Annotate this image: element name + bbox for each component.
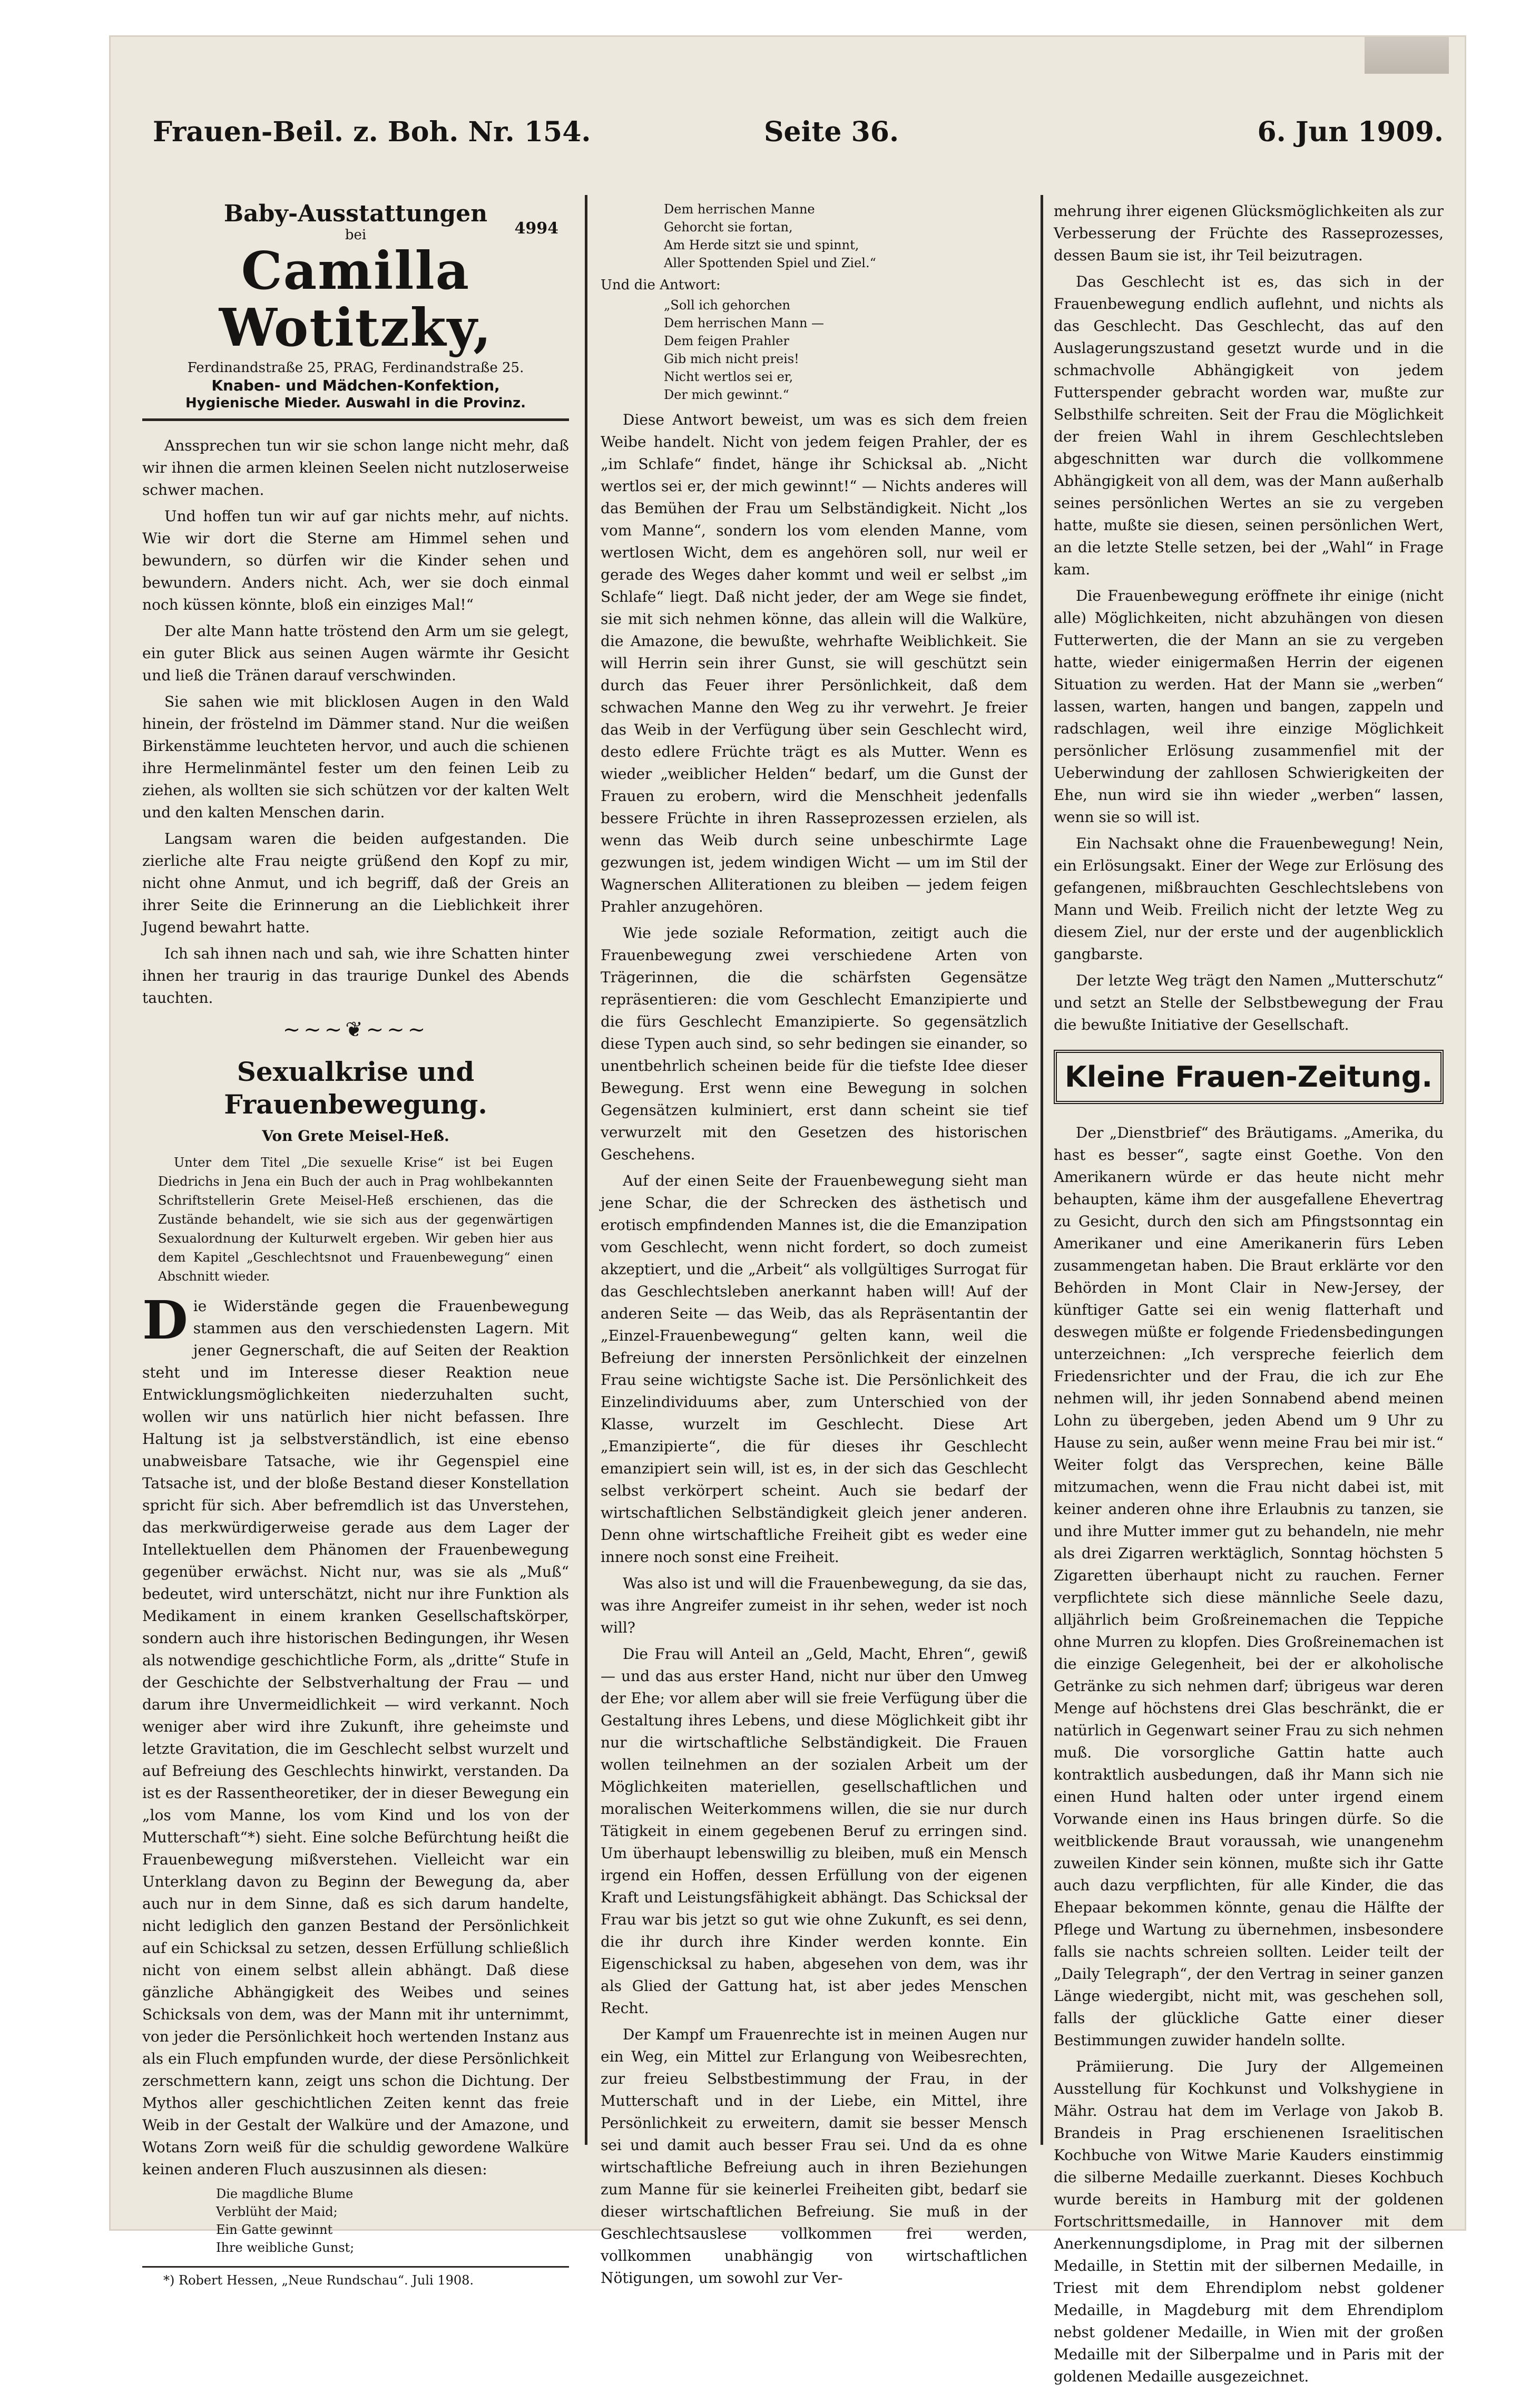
ad-number: 4994 xyxy=(514,219,558,238)
page-header xyxy=(153,116,1444,158)
article-intro: Unter dem Titel „Die sexuelle Krise“ ist bei Eugen Diedrichs in Jena ein Buch der auch in Prag wohlbekannten Schriftstellerin Grete Meisel-Heß erschienen, das die Zustände behandelt, wie sie sich aus der gegenwärtigen Sexualordnung der Kulturwelt ergeben. Wir geben hier aus dem Kapitel „Geschlechtsnot und Frauenbewegung“ einen Abschnitt wieder. xyxy=(158,1155,553,1284)
ad-title: Baby-Ausstattungen 4994 xyxy=(223,200,558,238)
article-paragraph: Der letzte Weg trägt den Namen „Mutterschutz“ und setzt an Stelle der Selbstbewegung der Frau die bewußte Initiative der Gesellschaft. xyxy=(1054,972,1444,1033)
poem-line: Am Herde sitzt sie und spinnt, xyxy=(664,238,859,252)
newspaper-page xyxy=(111,37,1465,2385)
poem-line: Die magdliche Blume xyxy=(216,2186,354,2201)
story-paragraph: Der alte Mann hatte tröstend den Arm um sie gelegt, ein guter Blick aus seinen Augen wärmte ihr Gesicht und ließ die Tränen darauf verschwinden. xyxy=(142,622,569,684)
poem-line: Ihre weibliche Gunst; xyxy=(216,2240,355,2255)
ad-address: Ferdinandstraße 25, PRAG, Ferdinandstraße 25. xyxy=(187,360,524,376)
ad-bei: bei xyxy=(345,227,367,243)
poem-line: Dem herrischen Mann — xyxy=(664,316,825,330)
article-first-paragraph: Die Widerstände gegen die Frauenbewegung stammen aus den verschiedensten Lagern. Mit jener Gegnerschaft, die auf Seiten der Reaktion steht und im Interesse dieser Reaktion neue Entwicklungsmöglichkeiten niederzuhalten sucht, wollen wir uns natürlich hier nicht befassen. Ihre Haltung ist ja selbstverständlich, ist eine ebenso unabweisbare Tatsache, wie ihr Gegenspiel eine Tatsache ist, und der bloße Bestand dieser Konstellation spricht für sich. Aber befremdlich ist das Unverstehen, das merkwürdigerweise gerade aus dem Lager der Intellektuellen dem Phänomen der Frauenbewegung gegenüber erwächst. Nicht nur, was sie als „Muß“ bedeutet, wird unterschätzt, nicht nur ihre Funktion als Medikament in einem kranken Gesellschaftskörper, sondern auch ihre historischen Bedingungen, ihr Wesen als notwendige geschichtliche Form, als „dritte“ Stufe in der Geschichte der Selbstverhaltung der Frau — und darum ihre Unvermeidlichkeit — wird verkannt. Noch weniger aber wird ihre Zukunft, ihre geheimste und letzte Gravitation, die im Geschlecht selbst wurzelt und auf Befreiung des Geschlechts hinwirkt, verstanden. Da ist es der Rassentheoretiker, der in dieser Bewegung ein „los vom Manne, los vom Kind und los von der Mutterschaft“*) sieht. Eine solche Befürchtung heißt die Frauenbewegung mißverstehen. Vielleicht war ein Unterklang davon zu Beginn der Bewegung da, aber auch nur in dem Sinne, daß es sich darum handelte, nicht lediglich den ganzen Bestand der Persönlichkeit auf ein Schicksal zu setzen, dessen Erfüllung schließlich nicht von einem selbst allein abhängt. Daß diese gänzliche Abhängigkeit des Weibes und seines Schicksals von dem, was der Mann mit ihr unternimmt, von jeder die Persönlichkeit hoch wertenden Instanz aus als ein Fluch empfunden wurde, der diese Persönlichkeit zerschmettern kann, zeigt uns schon die Dichtung. Der Mythos aller geschichtlichen Zeiten kennt das freie Weib in der Gestalt der Walküre und der Amazone, und Wotans Zorn weiß für die schuldig gewordene Walküre keinen anderen Fluch auszusinnen als diesen: xyxy=(142,1289,569,2178)
poem-line: Nicht wertlos sei er, xyxy=(664,369,793,384)
poem-line: Gehorcht sie fortan, xyxy=(664,220,793,235)
story-paragraph: Langsam waren die beiden aufgestanden. Die zierliche alte Frau neigte grüßend den Kopf zu mir, nicht ohne Anmut, und ich begriff, daß der Greis an ihrer Seite die Erinnerung an die Lieblichkeit ihrer Jugend bewahrt hatte. xyxy=(142,830,569,936)
article-paragraph: mehrung ihrer eigenen Glücksmöglichkeiten als zur Verbesserung der Früchte des Rasseprozesses, dessen Baum sie ist, ihr Teil beizutragen. xyxy=(1054,202,1444,264)
column-3 xyxy=(1054,200,1444,2392)
article-paragraph: Das Geschlecht ist es, das sich in der Frauenbewegung endlich auflehnt, und nichts als das Geschlecht. Das Geschlecht, das auf den Auslagerungszustand gesetzt wurde und in die schmachvolle Abhängigkeit von jedem Futterspender gebracht worden war, mußte zur Selbsthilfe schreiten. Seit der Frau die Möglichkeit der freien Wahl in ihrem Geschlechtsleben abgeschnitten war durch die vollkommene Abhängigkeit von all dem, was der Mann außerhalb seines persönlichen Wertes an sie zu vergeben hatte, mußte sie diesen, seinen persönlichen Wert, an die letzte Stelle setzen, bei der „Wahl“ in Frage kam. xyxy=(1054,273,1444,578)
poem-answer xyxy=(664,296,1027,404)
column-divider xyxy=(1041,195,1043,2145)
answer-label: Und die Antwort: xyxy=(601,277,721,293)
poem-line: Der mich gewinnt.“ xyxy=(664,387,789,402)
advertisement xyxy=(142,200,569,421)
section-heading-kleine-frauen-zeitung: Kleine Frauen-Zeitung. xyxy=(1054,1050,1444,1104)
article-byline: Von Grete Meisel-Heß. xyxy=(262,1127,449,1145)
column-2 xyxy=(601,200,1027,2293)
news-item: Prämiierung. Die Jury der Allgemeinen Ausstellung für Kochkunst und Volkshygiene in Mähr. Ostrau hat dem im Verlage von Jakob B. Brandeis in Prag erschienenen Israelitischen Kochbuche von Witwe Marie Kauders einstimmig die silberne Medaille zuerkannt. Dieses Kochbuch wurde bereits in Hamburg mit der goldenen Fortschrittsmedaille, in Hannover mit dem Anerkennungsdiplome, in Prag mit der silbernen Medaille, in Stettin mit der silbernen Medaille, in Triest mit dem Ehrendiplom nebst goldener Medaille, in Magdeburg mit dem Ehrendiplom nebst goldener Medaille, in Wien mit der großen Medaille mit der Silberpalme und in Paris mit der goldenen Medaille ausgezeichnet. xyxy=(1054,2058,1444,2385)
article-paragraph: Die Frau will Anteil an „Geld, Macht, Ehren“, gewiß — und das aus erster Hand, nicht nur über den Umweg der Ehe; vor allem aber will sie freie Verfügung über die Gestaltung ihres Lebens, und diese Möglichkeit gibt ihr nur die wirtschaftliche Selbständigkeit. Die Frauen wollen teilnehmen an der sozialen Arbeit um der Möglichkeiten materiellen, gesellschaftlichen und moralischen Weiterkommens willen, die sie nur durch Tätigkeit in einem gegebenen Beruf zu erringen sind. Um überhaupt lebenswillig zu bleiben, muß ein Mensch irgend ein Hoffen, dessen Erfüllung von der eigenen Kraft und Leistungsfähigkeit abhängt. Das Schicksal der Frau war bis jetzt so gut wie ohne Zukunft, es sei denn, die ihr durch ihre Kinder werden konnte. Ein Eigenschicksal zu haben, abgesehen von dem, was ihr als Glied der Gattung hat, ist aber jedes Menschen Recht. xyxy=(601,1645,1027,2017)
page-edge-shadow xyxy=(1365,37,1449,74)
story-paragraph: Anssprechen tun wir sie schon lange nicht mehr, daß wir ihnen die armen kleinen Seelen nicht nutzloserweise schwer machen. xyxy=(142,437,569,499)
poem-line: Dem feigen Prahler xyxy=(664,334,789,348)
poem-line: Aller Spottenden Spiel und Ziel.“ xyxy=(664,256,876,270)
poem-line: „Soll ich gehorchen xyxy=(664,298,791,313)
story-paragraph: Sie sahen wie mit blicklosen Augen in den Wald hinein, der fröstelnd im Dämmer stand. Nur die weißen Birkenstämme leuchteten hervor, und auch die schienen ihre Hermelinmäntel fester um den feinen Leib zu ziehen, als wollten sie sich schützen vor der kalten Welt und den kalten Menschen darin. xyxy=(142,693,569,821)
article-paragraph: Die Frauenbewegung eröffnete ihr einige (nicht alle) Möglichkeiten, nicht abzuhängen von diesen Futterwerten, die der Mann an sie zu vergeben hatte, wieder einigermaßen Herrin der eigenen Situation zu werden. Hat der Mann sie „werben“ lassen, warten, hangen und bangen, zappeln und radschlagen, weil ihre einzige Möglichkeit persönlicher Erlösung zusammenfiel mit der Ueberwindung der zahllosen Schwierigkeiten der Ehe, nun wird sie ihn wieder „werben“ lassen, wenn sie so will ist. xyxy=(1054,587,1444,826)
column-divider xyxy=(585,195,587,2145)
poem-line: Dem herrischen Manne xyxy=(664,202,815,217)
column-1 xyxy=(142,200,569,2288)
story-paragraph: Und hoffen tun wir auf gar nichts mehr, auf nichts. Wie wir dort die Sterne am Himmel sehen und bewundern, so dürfen wir die Kinder sehen und bewundern. Anders nicht. Ach, wer sie doch einmal noch küssen könnte, bloß ein einziges Mal!“ xyxy=(142,507,569,613)
drop-cap: D xyxy=(142,1289,188,1351)
issue-label: Frauen-Beil. z. Boh. Nr. 154. xyxy=(153,116,591,148)
page-number: Seite 36. xyxy=(764,116,899,148)
poem-quote xyxy=(216,2185,569,2257)
article-paragraph: Wie jede soziale Reformation, zeitigt auch die Frauenbewegung zwei verschiedene Arten von Trägerinnen, die die schärfsten Gegensätze repräsentieren: die vom Geschlecht Emanzipierte und die fürs Geschlecht Emanzipierte. So gegensätzlich diese Typen auch sind, so sehr bedingen sie einander, so unentbehrlich scheinen beide für die tiefste Idee dieser Bewegung. Erst wenn eine Bewegung in solchen Gegensätzen kulminiert, erst dann scheint sie tief verwurzelt mit den Gesetzen des historischen Geschehens. xyxy=(601,924,1027,1163)
ad-products: Knaben- und Mädchen-Konfektion, xyxy=(211,377,500,394)
poem-quote-continued xyxy=(664,200,1027,272)
article-paragraph: Diese Antwort beweist, um was es sich dem freien Weibe handelt. Nicht von jedem feigen Prahler, der es „im Schlafe“ findet, hänge ihr Schicksal ab. „Nicht wertlos sei er, der mich gewinnt!“ — Nichts anderes will das Bemühen der Frau um Selbständigkeit. Nicht „los vom Manne“, sondern los vom elenden Manne, vom wertlosen Wicht, dem es angehören soll, nur weil er gerade des Weges daher kommt und weil er selbst „im Schlafe“ liegt. Daß nicht jeder, der am Wege sie findet, sie mit sich nehmen könne, das allein will die Walküre, die Amazone, die bewußte, wehrhafte Weiblichkeit. Sie will Herrin sein ihrer Gunst, sie will geschützt sein durch das Feuer ihrer Persönlichkeit, daß dem schwachen Manne den Weg zu ihr verwehrt. Je freier das Weib in der Verfügung über sein Geschlecht wird, desto edlere Früchte trägt es als Mutter. Wenn es wieder „weiblicher Helden“ bedarf, um die Gunst der Frauen zu erobern, wird die Menschheit jedenfalls bessere Früchte in ihren Rasseprozessen erzielen, als wenn das Weib durch seine unbeschirmte Lage gezwungen ist, jedem windigen Wicht — um im Stil der Wagnerschen Alliterationen zu bleiben — jedem feigen Prahler anzugehören. xyxy=(601,411,1027,915)
issue-date: 6. Jun 1909. xyxy=(1257,116,1444,148)
article-paragraph: Ein Nachsakt ohne die Frauenbewegung! Nein, ein Erlösungsakt. Einer der Wege zur Erlösung des gefangenen, mißbrauchten Geschlechtslebens von Mann und Weib. Freilich nicht der letzte Weg zu diesem Ziel, nur der erste und der augenblicklich gangbarste. xyxy=(1054,835,1444,963)
article-paragraph: Der Kampf um Frauenrechte ist in meinen Augen nur ein Weg, ein Mittel zur Erlangung von Weibesrechten, zur freieu Selbstbestimmung der Frau, in der Mutterschaft und in der Liebe, ein Mittel, ihre Persönlichkeit zu erweitern, damit sie besser Mensch sei und damit auch besser Frau sei. Und da es ohne wirtschaftliche Befreiung auch in ihren Beziehungen zum Manne für sie keinerlei Freiheiten gibt, bedarf sie dieser wirtschaftlichen Befreiung. Sie muß in der Geschlechtsauslese vollkommen frei werden, vollkommen unabhängig von wirtschaftlichen Nötigungen, um sowohl zur Ver- xyxy=(601,2026,1027,2287)
article-paragraph: Auf der einen Seite der Frauenbewegung sieht man jene Schar, die der Schrecken des ästhetisch und erotisch empfindenden Mannes ist, die die Emanzipation vom Geschlecht, wenn nicht fordert, so doch zumeist akzeptiert, und die „Arbeit“ als vollgültiges Surrogat für das Geschlechtsleben anerkannt haben will! Auf der anderen Seite — das Weib, das als Repräsentantin der „Einzel-Frauenbewegung“ gelten kann, weil die Befreiung der innersten Persönlichkeit der einzelnen Frau seine wichtigste Sache ist. Die Persönlichkeit des Einzelindividuums aber, zum Unterschied von der Klasse, wurzelt im Geschlecht. Diese Art „Emanzipierte“, die für dieses ihr Geschlecht emanzipiert sein will, ist es, in der sich das Geschlecht selbst verkörpert scheint. Auch sie bedarf der wirtschaftlichen Selbständigkeit gleich jener anderen. Denn ohne wirtschaftliche Freiheit gibt es weder eine innere noch sonst eine Freiheit. xyxy=(601,1172,1027,1566)
news-item: Der „Dienstbrief“ des Bräutigams. „Amerika, du hast es besser“, sagte einst Goethe. Von den Amerikanern würde er das heute nicht mehr behaupten, käme ihm der ausgefallene Ehevertrag zu Gesicht, durch den sich am Pfingstsonntag ein Amerikaner und eine Amerikanerin fürs Leben zusammengetan haben. Die Braut erklärte vor den Behörden in Mont Clair in New-Jersey, der künftiger Gatte sei ein wenig flatterhaft und deswegen müßte er folgende Friedensbedingungen unterzeichnen: „Ich verspreche feierlich dem Friedensrichter und der Frau, die ich zur Ehe nehmen will, ihr jeden Sonnabend abend meinen Lohn zu übergeben, jeden Abend um 9 Uhr zu Hause zu sein, außer wenn meine Frau bei mir ist.“ Weiter folgt das Versprechen, keine Bälle mitzumachen, wenn die Frau nicht dabei ist, mit keiner anderen ohne ihre Erlaubnis zu tanzen, sie und ihre Mutter immer gut zu behandeln, nie mehr als drei Zigarren werktäglich, Sonntag höchsten 5 Zigaretten überhaupt nicht zu rauchen. Ferner verpflichtete sich diese männliche Seele dazu, alljährlich beim Großreinemachen die Teppiche ohne Murren zu klopfen. Dies Großreinemachen ist die einzige Gelegenheit, bei der er alkoholische Getränke zu sich nehmen darf; übrigeus war deren Menge auf höchstens drei Glas beschränkt, die er natürlich in Gegenwart seiner Frau zu sich nehmen muß. Die vorsorgliche Gattin hatte auch kontraktlich ausbedungen, daß ihr Mann sich nie einen Hund halten oder unter irgend einem Vorwande einen ins Haus bringen dürfe. So die weitblickende Braut voraussah, wie unangenehm zuweilen Kinder sein können, mußte sich ihr Gatte auch dazu verpflichten, für alle Kinder, die das Ehepaar bekommen könnte, genau die Hälfte der Pflege und Wartung zu übernehmen, insbesondere falls sie nachts schreien sollten. Leider teilt der „Daily Telegraph“, der den Vertrag in seiner ganzen Länge wiedergibt, nicht mit, was geschehen soll, falls der glückliche Gatte einer dieser Bestimmungen zuwider handeln sollte. xyxy=(1054,1124,1444,2049)
ad-products-2: Hygienische Mieder. Auswahl in die Provinz. xyxy=(185,395,526,411)
poem-line: Gib mich nicht preis! xyxy=(664,352,799,366)
ornament-divider: ~~~❦~~~ xyxy=(282,1018,429,1042)
ad-company-name: Camilla Wotitzky, xyxy=(219,241,493,358)
article-title: Sexualkrise und Frauenbewegung. xyxy=(224,1056,487,1120)
story-paragraph: Ich sah ihnen nach und sah, wie ihre Schatten hinter ihnen her traurig in das traurige Dunkel des Abends tauchten. xyxy=(142,945,569,1007)
article-paragraph: Was also ist und will die Frauenbewegung, da sie das, was ihre Angreifer zumeist in ihr sehen, weder ist noch will? xyxy=(601,1575,1027,1636)
poem-line: Ein Gatte gewinnt xyxy=(216,2222,333,2237)
poem-line: Verblüht der Maid; xyxy=(216,2204,338,2219)
footnote: *) Robert Hessen, „Neue Rundschau“. Juli 1908. xyxy=(142,2266,569,2288)
